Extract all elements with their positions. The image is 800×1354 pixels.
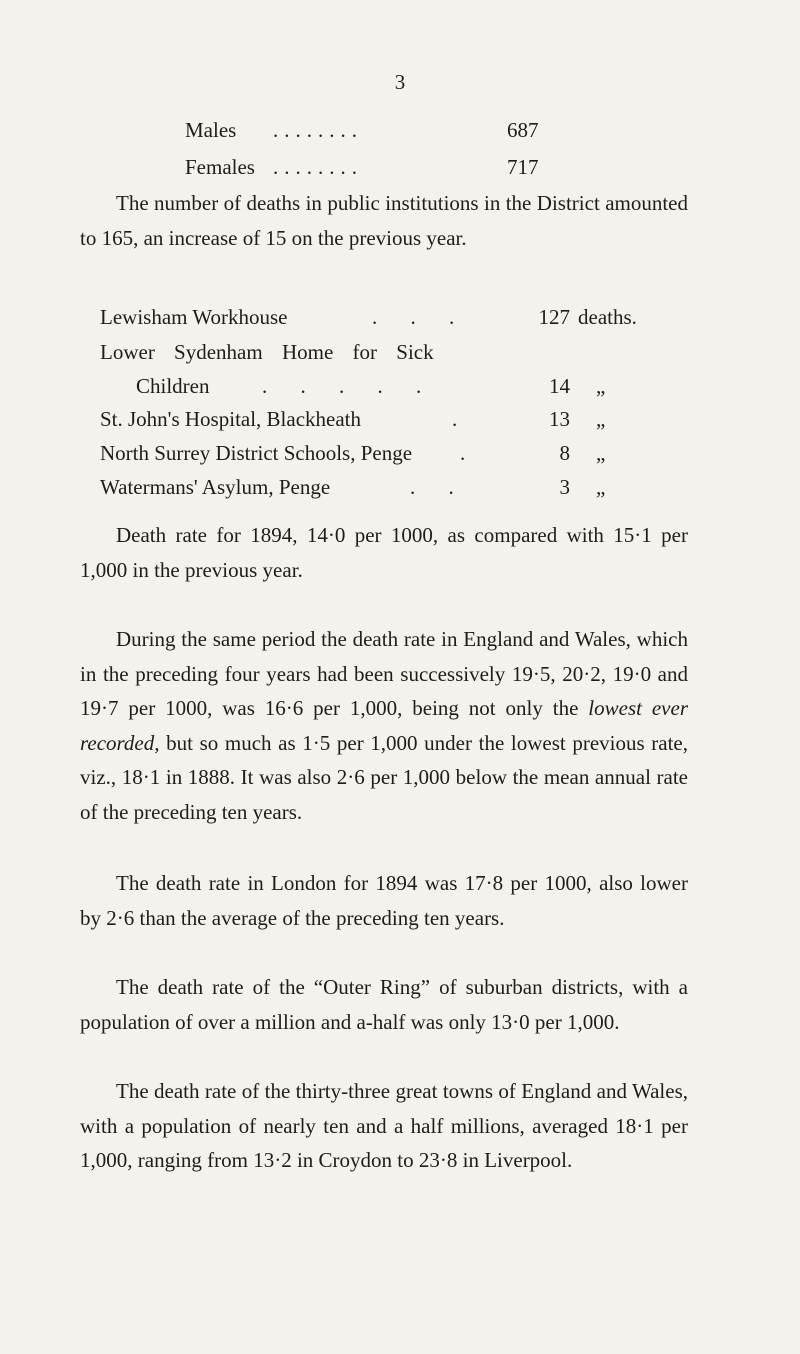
emphasis-text: lowest ever recorded,: [80, 696, 688, 755]
institution-unit: deaths.: [578, 305, 637, 329]
institution-name: Lewisham Workhouse: [100, 305, 288, 329]
leader-dots: . . .: [372, 305, 469, 329]
text-run: but so much as 1·5 per 1,000 under the lowest previous rate, viz., 18·1 in 1888. It was also 2·6 per 1,000 below the mean annual rate of the preceding ten years.: [80, 730, 688, 824]
total-value: 687: [507, 118, 539, 142]
text-run: During the same period the death rate in England and Wales, which in the preceding four years had been successively 19·5, 20·2, 19·0 and 19·7 per 1000, was 16·6 per 1,000, being not only the: [80, 627, 688, 721]
paragraph-death-rate: Death rate for 1894, 14·0 per 1000, as compared with 15·1 per 1,000 in the previous year.: [80, 523, 688, 582]
page-number: 3: [394, 70, 406, 94]
institution-count: 8: [559, 441, 570, 465]
leader-dots: ........: [273, 118, 363, 142]
leader-dots: . .: [410, 475, 468, 499]
paragraph-outer-ring: The death rate of the “Outer Ring” of suburban districts, with a population of over a million and a-half was only 13·0 per 1,000.: [80, 975, 688, 1034]
institution-count: 14: [549, 374, 570, 398]
institution-row: [100, 305, 660, 329]
institution-count: 13: [549, 407, 570, 431]
institution-unit: „: [596, 441, 606, 465]
institution-row: [100, 340, 660, 364]
total-label: Males: [185, 118, 237, 142]
institution-unit: „: [596, 475, 606, 499]
leader-dots: .: [460, 441, 480, 465]
institution-name: St. John's Hospital, Blackheath: [100, 407, 362, 431]
leader-dots: .: [452, 407, 472, 431]
leader-dots: . . . . .: [262, 374, 436, 398]
institution-row: [100, 407, 660, 431]
paragraph-england-wales: [80, 622, 688, 830]
institution-name: Children: [136, 374, 210, 398]
leader-dots: ........: [273, 155, 363, 179]
institution-row: [100, 475, 660, 499]
institution-name: Watermans' Asylum, Penge: [100, 475, 331, 499]
institution-name: Lower Sydenham Home for Sick: [100, 340, 434, 364]
paragraph-london: The death rate in London for 1894 was 17·8 per 1000, also lower by 2·6 than the average of the preceding ten years.: [80, 871, 688, 930]
institution-row: [100, 441, 660, 465]
total-label: Females: [185, 155, 255, 179]
paragraph-great-towns: The death rate of the thirty-three great towns of England and Wales, with a population of nearly ten and a half millions, averaged 18·1 per 1,000, ranging from 13·2 in Croydon to 23·8 in Liverpool.: [80, 1079, 688, 1173]
institution-unit: „: [596, 407, 606, 431]
institution-unit: „: [596, 374, 606, 398]
total-value: 717: [507, 155, 539, 179]
institution-name: North Surrey District Schools, Penge: [100, 441, 413, 465]
institution-count: 127: [538, 305, 570, 329]
institution-count: 3: [559, 475, 570, 499]
institution-row: [100, 374, 660, 398]
paragraph-institutions: The number of deaths in public institutions in the District amounted to 165, an increase of 15 on the previous year.: [80, 191, 688, 250]
